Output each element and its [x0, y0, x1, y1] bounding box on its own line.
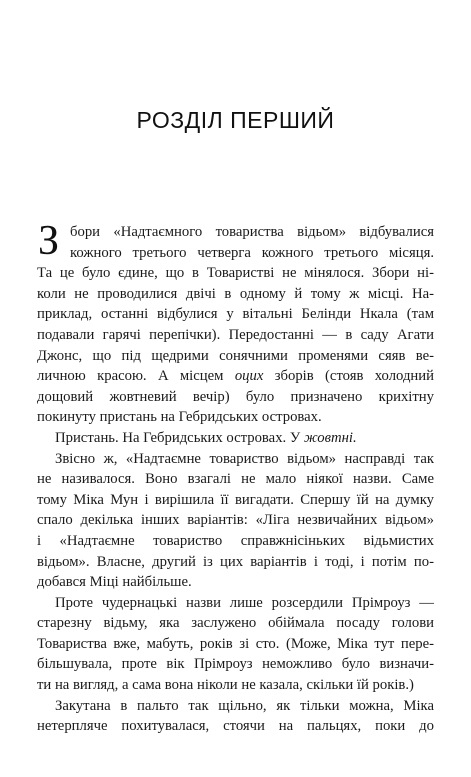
text-fragment: Пристань. На Гебридських островах. У [55, 429, 301, 446]
text-line: подавали гарячі перепічки). Передостанні — в саду Агати [37, 326, 434, 343]
text-line: Та це було єдине, що в Товаристві не мінялося. Збори ні- [37, 265, 434, 282]
text-line: Звісно ж, «Надтаємне товариство відьом» насправді так [55, 450, 434, 467]
text-line: Проте чудернацькі назви лише розсердили Прімроуз — [55, 594, 434, 611]
chapter-title: РОЗДІЛ ПЕРШИЙ [136, 107, 335, 133]
text-line: старезну відьму, яка заслужено обіймала посаду голови [37, 615, 434, 632]
text-line [37, 428, 434, 449]
text-line: Закутана в пальто так щільно, як тільки можна, Міка [55, 697, 434, 714]
text-line: Джонс, що під щедрими сонячними променями сяяв ве- [37, 347, 434, 364]
text-line: спало декілька інших варіантів: «Ліга незвичайних відьом» [37, 512, 434, 529]
text-line: кожного третього четверга кожного третього місяця. [70, 244, 434, 261]
body-text [37, 218, 435, 737]
text-line: коли не проводилися двічі в одному й тому ж місці. На- [37, 285, 434, 302]
text-fragment: личною красою. А місцем [37, 368, 224, 385]
text-line: нетерпляче похитувалася, стоячи на пальцях, поки до [37, 718, 434, 735]
text-line: покинуту пристань на Гебридських островах. [37, 409, 322, 426]
text-line: Товариства вже, мабуть, років зі сто. (Може, Міка тут пере- [37, 635, 434, 652]
text-line: більшувала, проте вік Прімроуз неможливо було визначи- [37, 656, 434, 673]
text-line: відьом». Власне, другий із цих варіантів і тоді, і потім по- [37, 553, 434, 570]
drop-cap: З [38, 218, 60, 264]
text-line: ти на вигляд, а сама вона ніколи не казала, скільки їй років.) [37, 677, 414, 694]
text-fragment: зборів (стояв холодний [274, 368, 435, 385]
text-line: не називалося. Воно взагалі не мало ніякої назви. Саме [37, 471, 434, 488]
text-line: бори «Надтаємного товариства відьом» відбувалися [70, 224, 434, 240]
italic-word: оцих [234, 368, 264, 385]
text-line: тому Міка Мун і вирішила її вигадати. Спершу їй на думку [37, 491, 434, 508]
text-line [37, 366, 434, 387]
text-line: добався Міці найбільше. [37, 574, 192, 591]
text-line: і «Надтаємне товариство справжнісіньких відьмистих [37, 532, 434, 549]
text-line: дощовий жовтневий вечір) було призначено крихітну [37, 388, 434, 405]
italic-word: жовтні. [303, 429, 357, 446]
text-line: приклад, останні відбулися у вітальні Белінди Нкала (там [37, 306, 434, 323]
